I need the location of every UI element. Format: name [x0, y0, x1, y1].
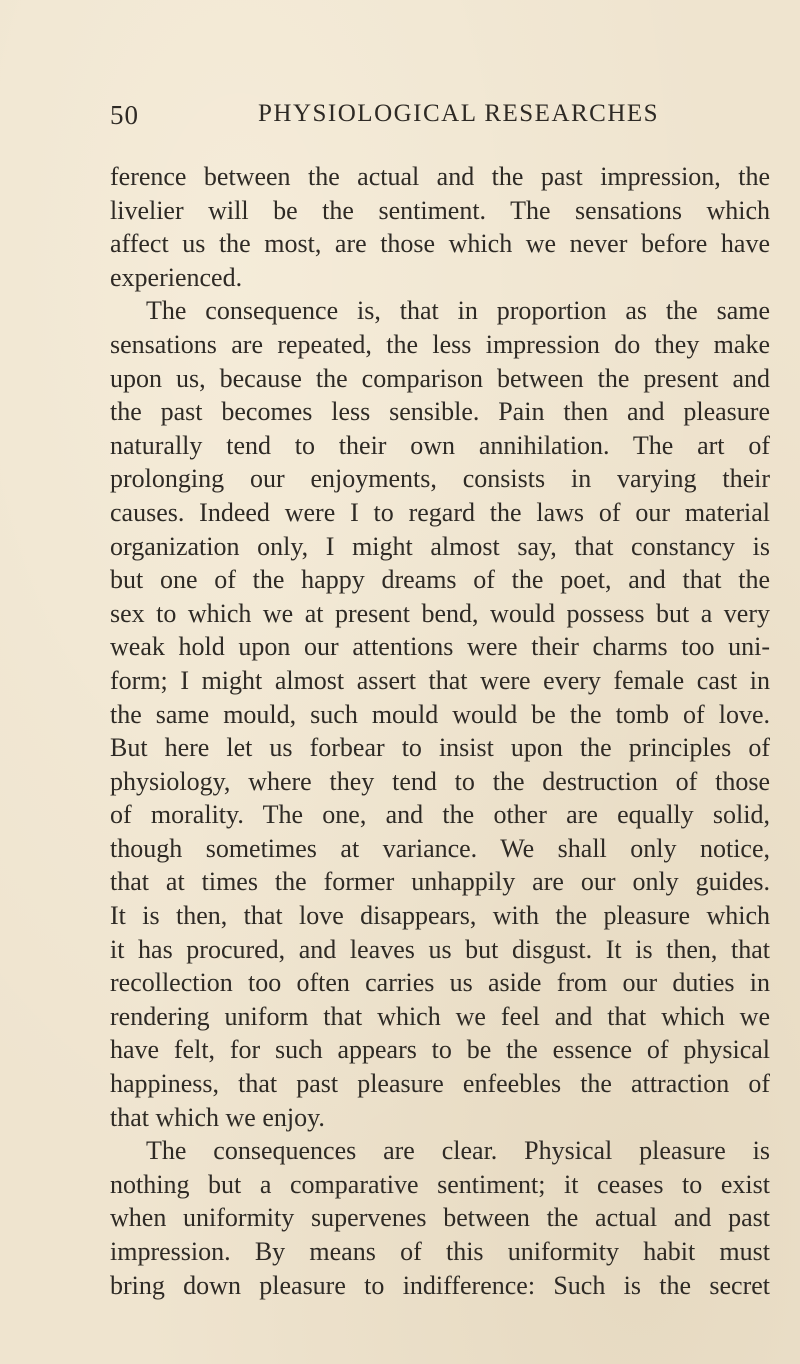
text-line: recollection too often carries us aside from our duties in: [110, 968, 770, 998]
text-line: of morality. The one, and the other are equally solid,: [110, 800, 770, 830]
text-line: have felt, for such appears to be the essence of physical: [110, 1035, 770, 1065]
page-number: 50: [110, 100, 139, 130]
text-line: experienced.: [110, 262, 243, 292]
text-line: that which we enjoy.: [110, 1102, 325, 1132]
text-line: form; I might almost assert that were every female cast in: [110, 665, 770, 695]
text-line: sensations are repeated, the less impression do they make: [110, 329, 770, 359]
text-line: the same mould, such mould would be the tomb of love.: [110, 699, 770, 729]
text-line: weak hold upon our attentions were their charms too uni-: [110, 632, 770, 662]
running-title: PHYSIOLOGICAL RESEARCHES: [258, 100, 660, 127]
text-line: physiology, where they tend to the destruction of those: [110, 766, 770, 796]
text-line: causes. Indeed were I to regard the laws of our material: [110, 497, 770, 527]
text-line: but one of the happy dreams of the poet, and that the: [110, 565, 770, 595]
body-text: [110, 160, 770, 1302]
text-line: when uniformity supervenes between the actual and past: [110, 1203, 770, 1233]
text-line: The consequence is, that in proportion as the same: [146, 296, 770, 326]
text-line: naturally tend to their own annihilation. The art of: [110, 430, 770, 460]
text-line: nothing but a comparative sentiment; it ceases to exist: [110, 1169, 770, 1199]
text-line: the past becomes less sensible. Pain then and pleasure: [110, 397, 770, 427]
text-line: organization only, I might almost say, that constancy is: [110, 531, 770, 561]
text-line: prolonging our enjoyments, consists in varying their: [110, 464, 770, 494]
running-head: [110, 100, 760, 140]
text-line: It is then, that love disappears, with the pleasure which: [110, 901, 770, 931]
text-line: livelier will be the sentiment. The sensations which: [110, 195, 770, 225]
text-line: ference between the actual and the past impression, the: [110, 162, 770, 191]
text-line: happiness, that past pleasure enfeebles the attraction of: [110, 1069, 770, 1099]
text-line: bring down pleasure to indifference: Such is the secret: [110, 1270, 770, 1300]
text-line: But here let us forbear to insist upon the principles of: [110, 733, 770, 763]
text-line: sex to which we at present bend, would possess but a very: [110, 598, 770, 628]
text-line: impression. By means of this uniformity habit must: [110, 1237, 770, 1266]
text-line: that at times the former unhappily are our only guides.: [110, 867, 770, 897]
text-line: The consequences are clear. Physical pleasure is: [146, 1136, 770, 1166]
text-line: though sometimes at variance. We shall only notice,: [110, 833, 770, 863]
text-line: it has procured, and leaves us but disgust. It is then, that: [110, 934, 770, 964]
text-line: rendering uniform that which we feel and that which we: [110, 1001, 770, 1031]
text-line: upon us, because the comparison between the present and: [110, 363, 770, 393]
text-line: affect us the most, are those which we never before have: [110, 229, 770, 259]
